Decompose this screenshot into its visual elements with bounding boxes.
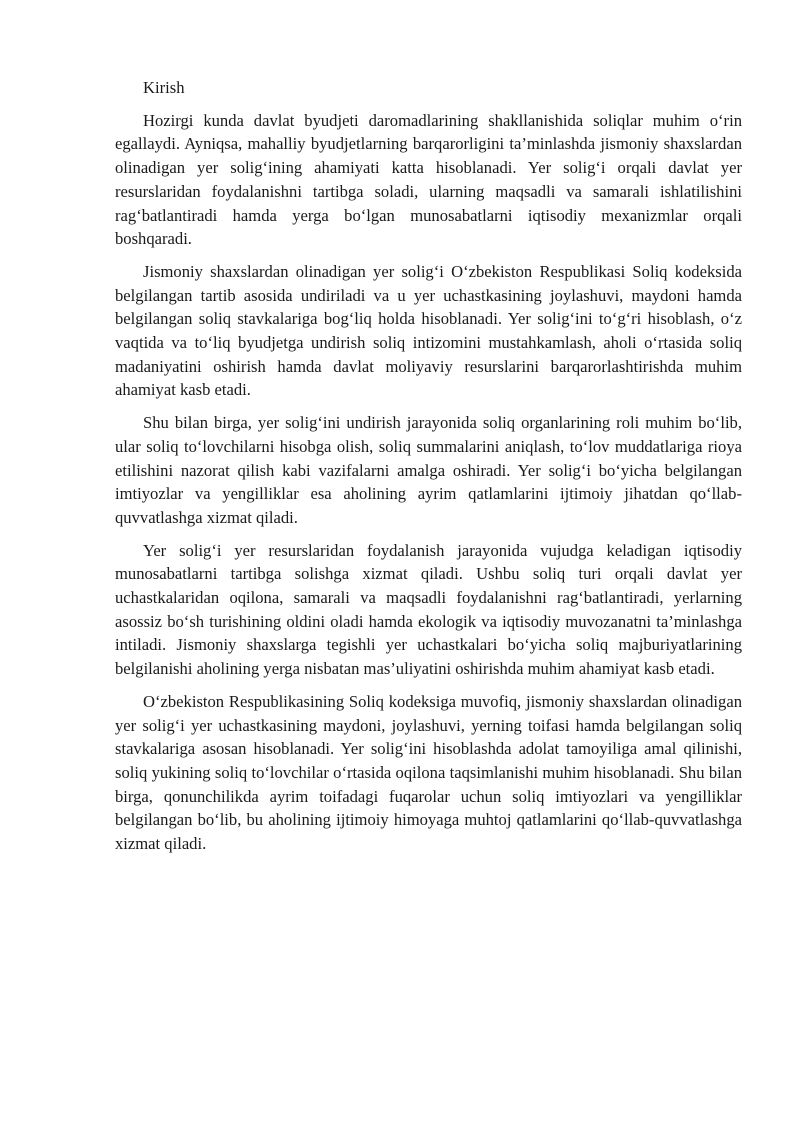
- paragraph-4: Yer solig‘i yer resurslaridan foydalanish jarayonida vujudga keladigan iqtisodiy munosabatlarni tartibga solishga xizmat qiladi. Ushbu soliq turi orqali davlat yer uchastkalaridan oqilona, samarali va maqsadli foydalanishni rag‘batlantiradi, yerlarning asossiz bo‘sh turishining oldini oladi hamda ekologik va iqtisodiy muvozanatni ta’minlashga intiladi. Jismoniy shaxslarga tegishli yer uchastkalari bo‘yicha soliq majburiyatlarining belgilanishi aholining yerga nisbatan mas’uliyatini oshirishda muhim ahamiyat kasb etadi.: [115, 540, 742, 679]
- section-heading: Kirish: [143, 78, 185, 97]
- paragraph-5: O‘zbekiston Respublikasining Soliq kodeksiga muvofiq, jismoniy shaxslardan olinadigan yer solig‘i yer uchastkasining maydoni, joylashuvi, yerning toifasi hamda belgilangan soliq stavkalariga asosan hisoblanadi. Yer solig‘ini hisoblashda adolat tamoyiliga amal qilinishi, soliq yukining soliq to‘lovchilar o‘rtasida oqilona taqsimlanishi muhim hisoblanadi. Shu bilan birga, qonunchilikda ayrim toifadagi fuqarolar uchun soliq imtiyozlari va yengilliklar belgilangan bo‘lib, bu aholining ijtimoiy himoyaga muhtoj qatlamlarini qo‘llab-quvvatlashga xizmat qiladi.: [115, 691, 742, 854]
- document-body: [115, 76, 742, 865]
- paragraph-2: Jismoniy shaxslardan olinadigan yer solig‘i O‘zbekiston Respublikasi Soliq kodeksida belgilangan tartib asosida undiriladi va u yer uchastkasining joylashuvi, maydoni hamda belgilangan soliq stavkalariga bog‘liq holda hisoblanadi. Yer solig‘ini to‘g‘ri hisoblash, o‘z vaqtida va to‘liq byudjetga undirish soliq intizomini mustahkamlash, aholi o‘rtasida soliq madaniyatini oshirish hamda davlat moliyaviy resurslarini barqarorlashtirishda muhim ahamiyat kasb etadi.: [115, 261, 742, 400]
- paragraph-1: Hozirgi kunda davlat byudjeti daromadlarining shakllanishida soliqlar muhim o‘rin egallaydi. Ayniqsa, mahalliy byudjetlarning barqarorligini ta’minlashda jismoniy shaxslardan olinadigan yer solig‘ining ahamiyati katta hisoblanadi. Yer solig‘i orqali davlat yer resurslaridan foydalanishni tartibga soladi, ularning maqsadli va samarali ishlatilishini rag‘batlantiradi hamda yerga bo‘lgan munosabatlarni iqtisodiy mexanizmlar orqali boshqaradi.: [115, 110, 742, 249]
- paragraph-3: Shu bilan birga, yer solig‘ini undirish jarayonida soliq organlarining roli muhim bo‘lib, ular soliq to‘lovchilarni hisobga olish, soliq summalarini aniqlash, to‘lov muddatlariga rioya etilishini nazorat qilish kabi vazifalarni amalga oshiradi. Yer solig‘i bo‘yicha belgilangan imtiyozlar va yengilliklar esa aholining ayrim qatlamlarini ijtimoiy jihatdan qo‘llab-quvvatlashga xizmat qiladi.: [115, 413, 742, 527]
